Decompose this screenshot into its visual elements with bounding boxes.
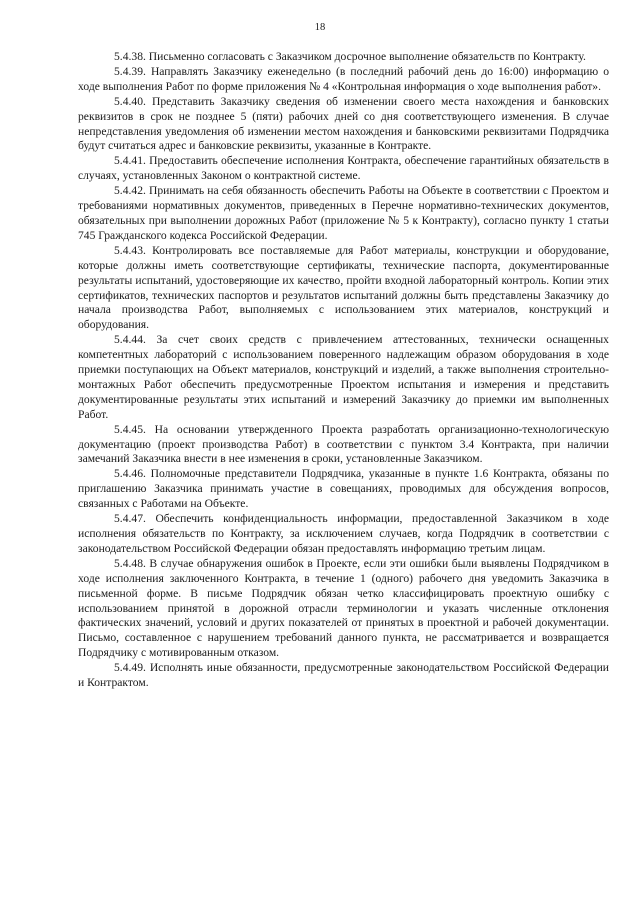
clause-5-4-41 (78, 154, 609, 184)
clause-5-4-39 (78, 65, 609, 95)
clause-text: В случае обнаружения ошибок в Проекте, если эти ошибки были выявлены Подрядчиком в ходе исполнения заключенного Контракта, в течение 1 (одного) рабочего дня уведомить Заказчика в письменной форме. В письме Подрядчик обязан четко классифицировать проектную ошибку с использованием принятой в дорожной отрасли терминологии и указать численные отклонения фактических значений, условий и других показателей от принятых в проектной и рабочей документации. Письмо, составленное с нарушением требований данного пункта, не рассматривается и возвращается Подрядчику с мотивированным отказом. (78, 556, 609, 660)
clause-number: 5.4.48. (114, 556, 146, 570)
clause-number: 5.4.41. (114, 154, 146, 168)
page-number: 18 (314, 22, 326, 33)
clause-5-4-38 (78, 50, 609, 65)
clause-5-4-43 (78, 244, 609, 333)
clause-text: Письменно согласовать с Заказчиком досрочное выполнение обязательств по Контракту. (148, 50, 586, 63)
clause-text: Исполнять иные обязанности, предусмотренные законодательством Российской Федерации и Контрактом. (78, 661, 609, 690)
clause-5-4-47 (78, 512, 609, 557)
clause-number: 5.4.47. (114, 512, 146, 526)
clause-5-4-48 (78, 557, 609, 661)
clause-5-4-45 (78, 423, 609, 468)
clause-number: 5.4.40. (114, 94, 146, 108)
clause-text: Контролировать все поставляемые для Работ материалы, конструкции и оборудование, которые должны иметь соответствующие сертификаты, технические паспорта, документированные результаты испытаний, удостоверяющие их качество, пройти входной лабораторный контроль. Копии этих сертификатов, технических паспортов и результатов испытаний должны быть представлены Заказчику до начала производства Работ, выполняемых с использованием этих материалов, конструкций и оборудования. (78, 243, 609, 332)
clause-text: Представить Заказчику сведения об изменении своего места нахождения и банковских реквизитов в срок не позднее 5 (пяти) рабочих дней со дня соответствующего изменения. В случае непредставления уведомления об изменении местом нахождения и банковскими реквизитами Подрядчика будут считаться адрес и банковские реквизиты, указанные в Контракте. (78, 94, 609, 153)
clause-text: Принимать на себя обязанность обеспечить Работы на Объекте в соответствии с Проектом и требованиями нормативных документов, приведенных в Перечне нормативно-технических документов, обязательных при выполнении дорожных Работ (приложение № 5 к Контракту), согласно пункту 1 статьи 745 Гражданского кодекса Российской Федерации. (78, 184, 609, 242)
clause-text: Предоставить обеспечение исполнения Контракта, обеспечение гарантийных обязательств в случаях, установленных Законом о контрактной системе. (78, 154, 609, 183)
clause-text: Обеспечить конфиденциальность информации, предоставленной Заказчиком в ходе исполнения обязательств по Контракту, за исключением случаев, когда Подрядчик в соответствии с законодательством Российской Федерации обязан предоставлять информацию третьим лицам. (78, 512, 609, 555)
clause-5-4-49 (78, 661, 609, 691)
clause-5-4-40 (78, 95, 609, 155)
clause-text: Направлять Заказчику еженедельно (в последний рабочий день до 16:00) информацию о ходе выполнения Работ по форме приложения № 4 «Контрольная информация о ходе выполнения работ». (78, 64, 609, 93)
clause-number: 5.4.44. (114, 333, 146, 347)
clause-5-4-46 (78, 467, 609, 512)
clause-text: За счет своих средств с привлечением аттестованных, технически оснащенных компетентных лабораторий с использованием поверенного надлежащим образом оборудования в ходе приемки поступающих на Объект материалов, конструкций и изделий, а также выполнения строительно-монтажных Работ обеспечить предусмотренные Проектом испытания и измерения и представить документированные результаты этих испытаний и измерений Заказчику до приемки им выполненных Работ. (78, 333, 609, 421)
clause-number: 5.4.43. (114, 243, 146, 257)
clause-text: Полномочные представители Подрядчика, указанные в пункте 1.6 Контракта, обязаны по приглашению Заказчика принимать участие в совещаниях, проводимых для обсуждения вопросов, связанных с Работами на Объекте. (78, 467, 609, 511)
clause-number: 5.4.38. (114, 50, 146, 63)
clause-number: 5.4.46. (114, 467, 146, 481)
clause-number: 5.4.49. (114, 661, 146, 675)
clause-text: На основании утвержденного Проекта разработать организационно-технологическую документацию (проект производства Работ) в соответствии с пунктом 3.4 Контракта, при наличии замечаний Заказчика внести в нее изменения в сроки, установленные Заказчиком. (78, 422, 609, 466)
clause-number: 5.4.39. (114, 64, 146, 78)
document-body (78, 50, 609, 691)
clause-number: 5.4.45. (114, 422, 146, 436)
clause-5-4-44 (78, 333, 609, 422)
clause-number: 5.4.42. (114, 184, 146, 198)
clause-5-4-42 (78, 184, 609, 244)
